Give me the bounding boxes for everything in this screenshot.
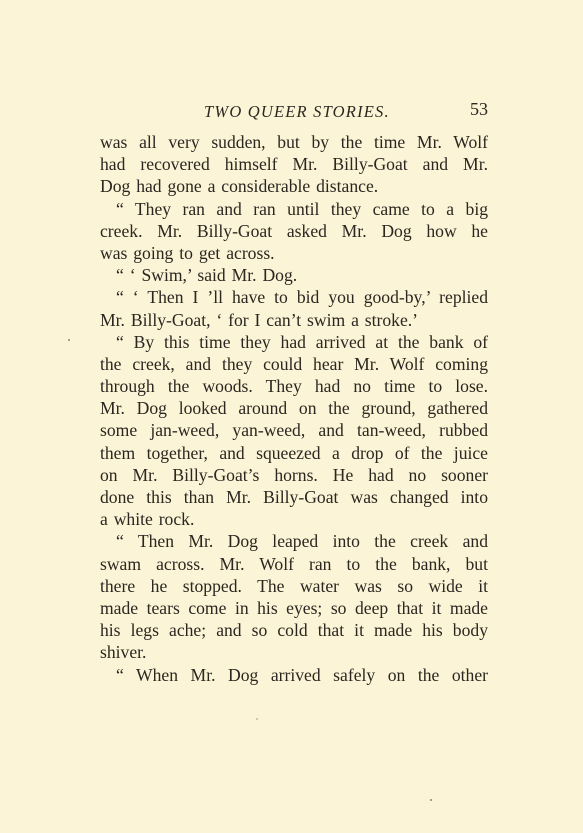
text-line: “ By this time they had arrived at the bank of [116,331,488,352]
text-line: through the woods. They had no time to lose. [100,376,488,397]
text-line: made tears come in his eyes; so deep that it made [100,597,488,618]
text-line: “ When Mr. Dog arrived safely on the other [116,664,488,685]
text-line: the creek, and they could hear Mr. Wolf coming [100,353,488,374]
page-header [100,98,488,122]
text-line: creek. Mr. Billy-Goat asked Mr. Dog how he [100,220,488,241]
body-text [100,131,488,686]
text-line: on Mr. Billy-Goat’s horns. He had no sooner [100,464,488,485]
text-line: his legs ache; and so cold that it made his body [100,620,488,641]
text-line: a white rock. [100,509,195,530]
paper-speck [430,799,432,801]
text-line: Dog had gone a considerable distance. [100,176,379,197]
text-line: swam across. Mr. Wolf ran to the bank, but [100,553,488,574]
running-title: TWO QUEER STORIES. [204,102,390,121]
text-line: “ Then Mr. Dog leaped into the creek and [116,531,488,552]
text-line: “ ‘ Swim,’ said Mr. Dog. [116,265,298,286]
text-line: was all very sudden, but by the time Mr. Wolf [100,132,488,152]
text-line: had recovered himself Mr. Billy-Goat and Mr. [100,154,488,175]
text-line: “ ‘ Then I ’ll have to bid you good-by,’ replied [116,287,488,308]
text-line: them together, and squeezed a drop of the juice [100,442,488,463]
paper-speck [68,339,70,341]
text-line: shiver. [100,642,147,663]
page-number: 53 [470,99,488,119]
paper-speck [256,718,258,720]
text-line: done this than Mr. Billy-Goat was changed into [100,487,488,507]
text-line: there he stopped. The water was so wide it [100,575,488,596]
text-line: “ They ran and ran until they came to a big [116,198,488,219]
text-line: Mr. Dog looked around on the ground, gathered [100,398,488,419]
text-line: Mr. Billy-Goat, ‘ for I can’t swim a stroke.’ [100,309,419,330]
text-line: some jan-weed, yan-weed, and tan-weed, rubbed [100,420,488,441]
text-line: was going to get across. [100,242,275,263]
